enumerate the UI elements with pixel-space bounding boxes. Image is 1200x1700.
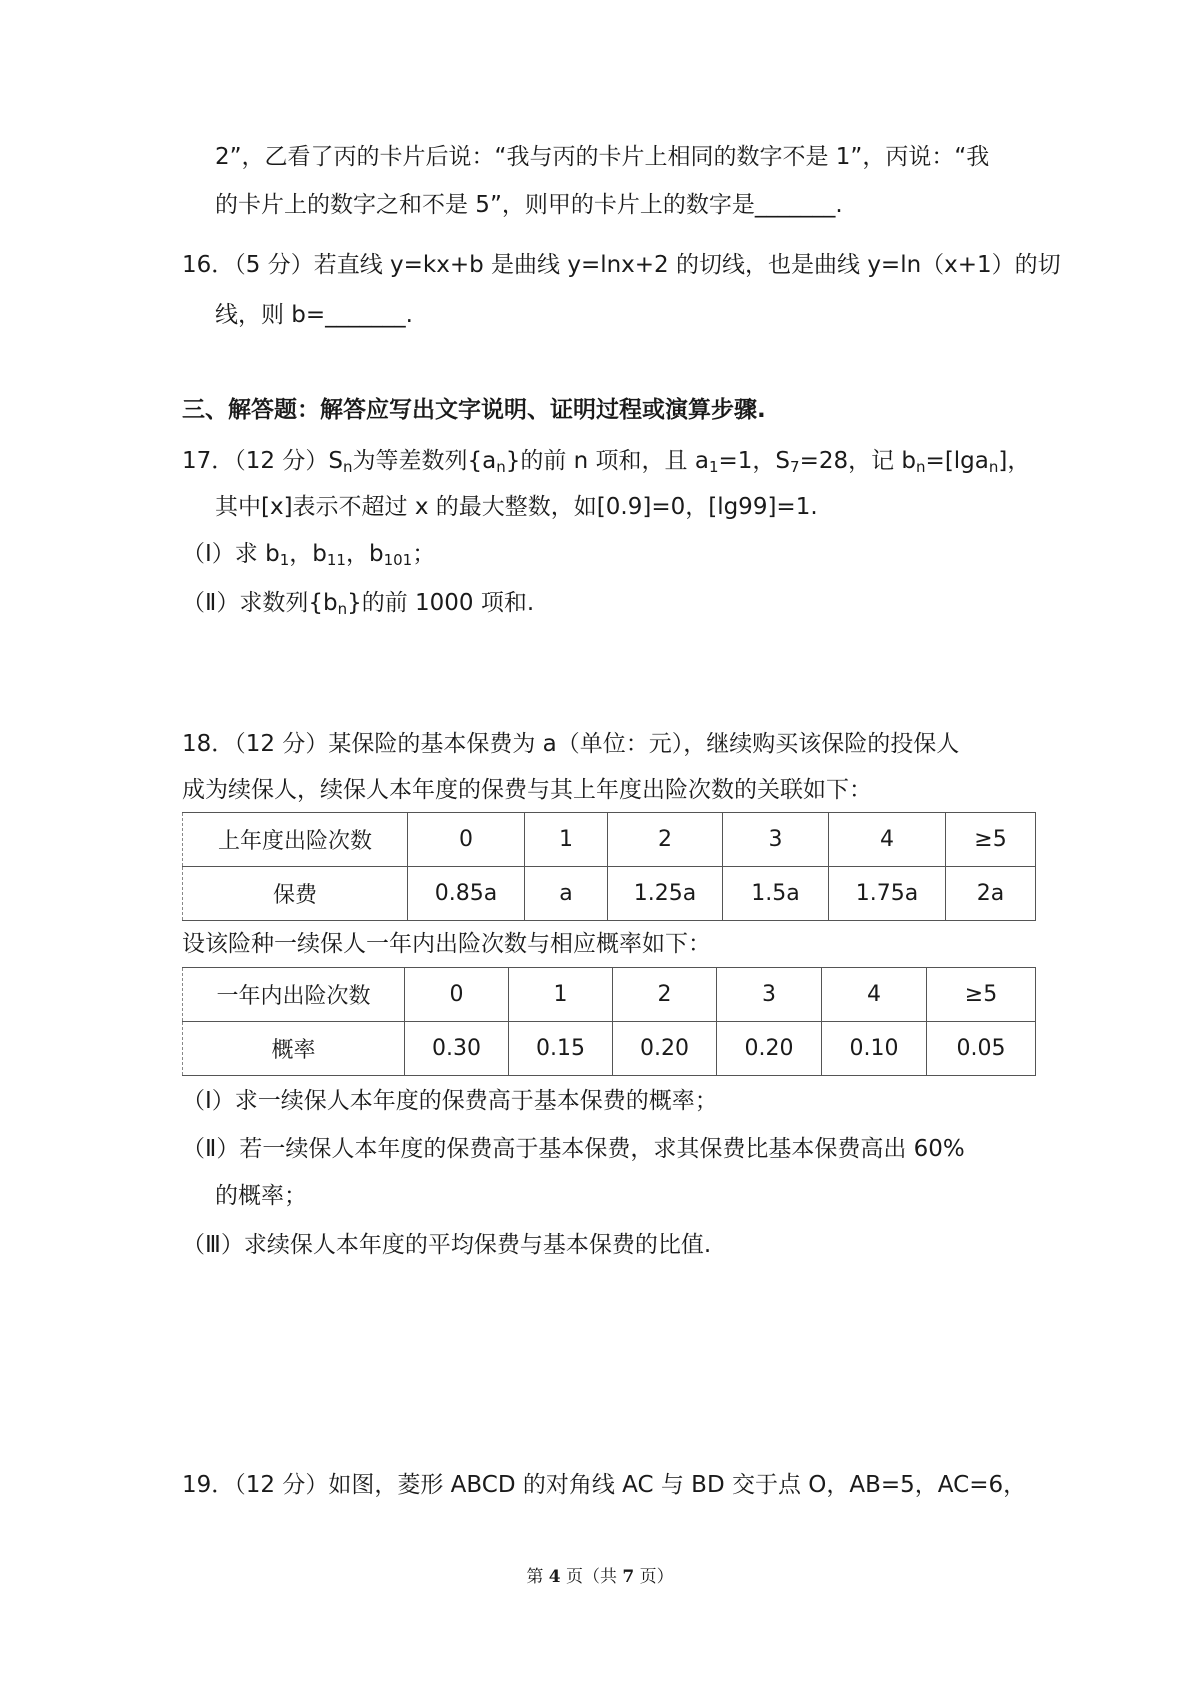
table-cell: 3 <box>717 968 822 1022</box>
table-cell: 1.75a <box>829 867 946 921</box>
table-row <box>183 1022 1036 1076</box>
table-cell: 0.30 <box>405 1022 509 1076</box>
q17-part-2-text: （Ⅱ）求数列{b <box>182 590 338 616</box>
table-cell: 0.05 <box>927 1022 1036 1076</box>
q17-subscript: n <box>342 458 353 476</box>
q18-mid-text: 设该险种一续保人一年内出险次数与相应概率如下： <box>182 931 711 957</box>
table-cell: 4 <box>822 968 927 1022</box>
table-cell: 1 <box>509 968 613 1022</box>
table-cell: 0.20 <box>613 1022 717 1076</box>
footer-text: 页） <box>639 1567 674 1587</box>
footer-page-number: 4 <box>548 1567 561 1587</box>
table-cell: 1 <box>525 813 608 867</box>
table-cell: 1.25a <box>608 867 723 921</box>
table-cell: 0.85a <box>408 867 525 921</box>
table-cell: 2a <box>946 867 1036 921</box>
q17-subscript: n <box>916 458 926 476</box>
q17-part-1 <box>182 539 435 569</box>
section-3-title: 三、解答题：解答应写出文字说明、证明过程或演算步骤. <box>182 397 766 423</box>
q17-text: ]， <box>998 448 1031 474</box>
q19-line-1: 19．（12 分）如图，菱形 ABCD 的对角线 AC 与 BD 交于点 O，AB=5，AC=6， <box>182 1472 1027 1498</box>
footer-text: 页（共 <box>566 1567 617 1587</box>
q17-text: 17．（12 分）S <box>182 448 343 474</box>
q17-part-1-text: （Ⅰ）求 b <box>182 541 280 567</box>
table-cell: 一年内出险次数 <box>183 968 405 1022</box>
table-cell: 上年度出险次数 <box>183 813 408 867</box>
q17-text: }的前 n 项和，且 a <box>505 448 709 474</box>
table-cell: 4 <box>829 813 946 867</box>
table-row <box>183 813 1036 867</box>
q18-line-2: 成为续保人，续保人本年度的保费与其上年度出险次数的关联如下： <box>182 777 872 803</box>
table-cell: ≥5 <box>927 968 1036 1022</box>
probability-table <box>182 967 1036 1076</box>
table-cell: 2 <box>608 813 723 867</box>
page-footer <box>0 1562 1200 1587</box>
q18-part-2-line-2: 的概率； <box>215 1183 307 1209</box>
q17-line-1 <box>182 446 1030 476</box>
table-row <box>183 867 1036 921</box>
q17-subscript: 7 <box>790 458 800 476</box>
q17-part-1-subscript: 11 <box>326 551 346 569</box>
table-cell: 0.20 <box>717 1022 822 1076</box>
q17-subscript: n <box>496 458 506 476</box>
footer-total-pages: 7 <box>622 1567 635 1587</box>
q18-part-3: （Ⅲ）求续保人本年度的平均保费与基本保费的比值. <box>182 1232 712 1258</box>
q17-part-1-text: ； <box>412 541 436 567</box>
table-cell: 0 <box>405 968 509 1022</box>
table-cell: 0.10 <box>822 1022 927 1076</box>
q17-text: 为等差数列{a <box>352 448 497 474</box>
q17-subscript: n <box>988 458 999 476</box>
q17-part-1-subscript: 101 <box>383 551 413 569</box>
q17-part-2-subscript: n <box>337 600 348 618</box>
q17-part-1-text: ，b <box>289 541 327 567</box>
footer-text: 第 <box>526 1567 544 1587</box>
q18-part-2-line-1: （Ⅱ）若一续保人本年度的保费高于基本保费，求其保费比基本保费高出 60% <box>182 1136 965 1162</box>
table-cell: a <box>525 867 608 921</box>
table-cell: 0.15 <box>509 1022 613 1076</box>
q17-text: =1，S <box>718 448 791 474</box>
q17-part-2 <box>182 588 534 618</box>
q17-part-1-subscript: 1 <box>279 551 290 569</box>
q16-line-1: 16．（5 分）若直线 y=kx+b 是曲线 y=lnx+2 的切线，也是曲线 y=ln（x+1）的切 <box>182 252 1061 278</box>
table-cell: 0 <box>408 813 525 867</box>
table-cell: ≥5 <box>946 813 1036 867</box>
q17-text: =28，记 b <box>799 448 917 474</box>
q17-part-1-text: ，b <box>345 541 384 567</box>
table-cell: 3 <box>723 813 829 867</box>
table-cell: 1.5a <box>723 867 829 921</box>
table-row <box>183 968 1036 1022</box>
q18-part-1: （Ⅰ）求一续保人本年度的保费高于基本保费的概率； <box>182 1088 718 1114</box>
q17-subscript: 1 <box>708 458 719 476</box>
premium-table <box>182 812 1036 921</box>
table-cell: 2 <box>613 968 717 1022</box>
q16-line-2: 线，则 b=_______. <box>215 302 413 328</box>
q17-part-2-text: }的前 1000 项和. <box>347 590 535 616</box>
table-cell: 概率 <box>183 1022 405 1076</box>
q17-text: =[lga <box>925 448 989 474</box>
q17-line-2: 其中[x]表示不超过 x 的最大整数，如[0.9]=0，[lg99]=1. <box>215 494 818 520</box>
q15-line-1: 2”，乙看了丙的卡片后说：“我与丙的卡片上相同的数字不是 1”，丙说：“我 <box>215 144 990 170</box>
table-cell: 保费 <box>183 867 408 921</box>
q18-line-1: 18．（12 分）某保险的基本保费为 a（单位：元），继续购买该保险的投保人 <box>182 731 960 757</box>
q15-line-2: 的卡片上的数字之和不是 5”，则甲的卡片上的数字是_______. <box>215 192 843 218</box>
